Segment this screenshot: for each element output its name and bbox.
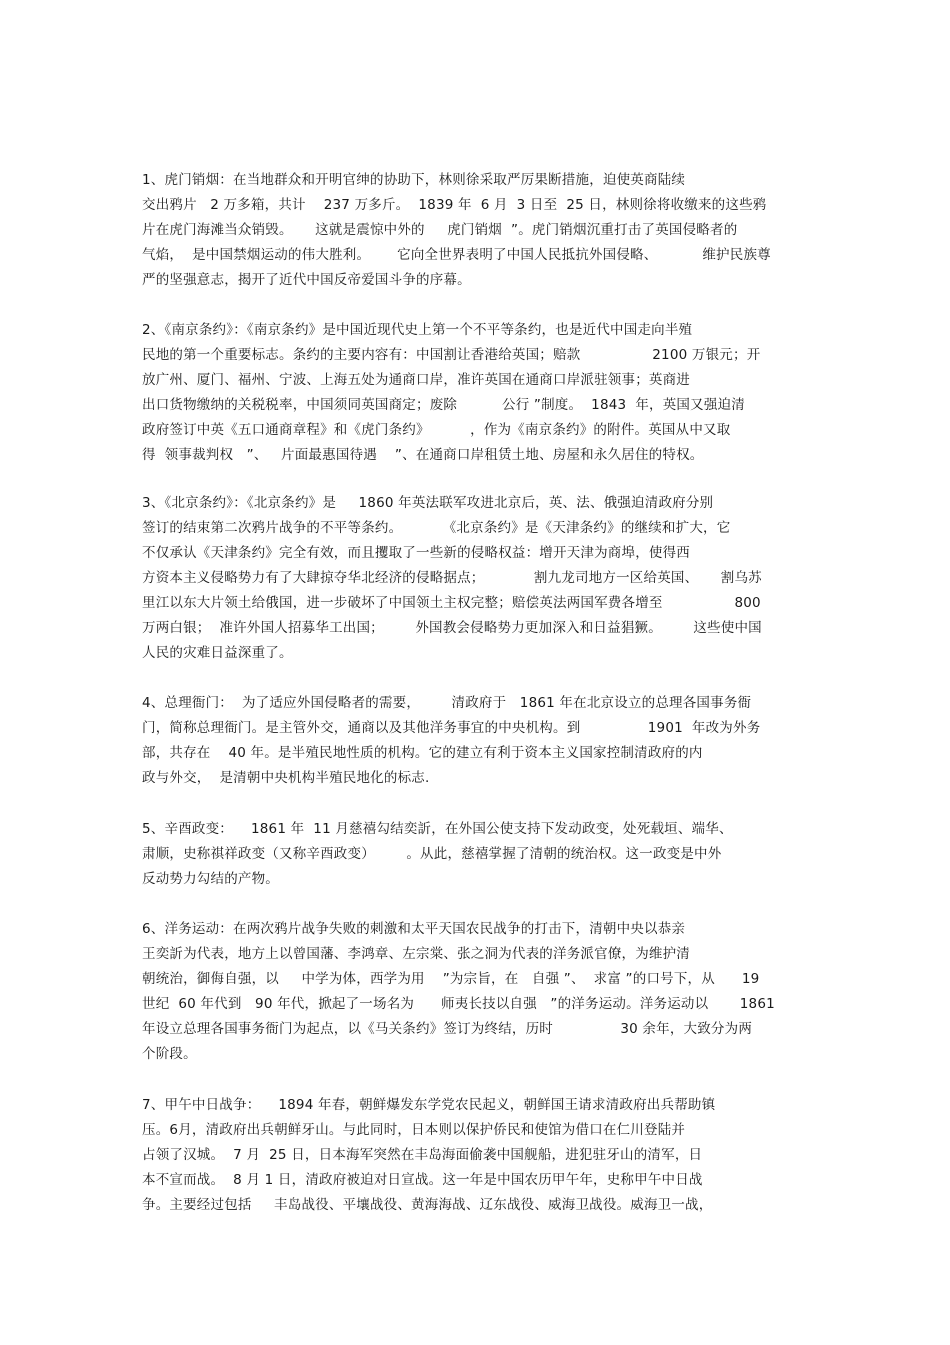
text-line: 不仅承认《天津条约》完全有效，而且攫取了一些新的侵略权益：增开天津为商埠，使得西: [142, 545, 690, 561]
paragraph-zongli-yamen: [142, 691, 822, 791]
paragraph-treaty-of-nanking: [142, 318, 822, 468]
text-line: 政府签订中英《五口通商章程》和《虎门条约》 ，作为《南京条约》的附件。英国从中又取: [142, 422, 731, 438]
text-line: 6、洋务运动：在两次鸦片战争失败的刺激和太平天国农民战争的打击下，清朝中央以恭亲: [142, 921, 686, 937]
text-line: 得 领事裁判权 ”、 片面最惠国待遇 ”、在通商口岸租赁土地、房屋和永久居住的特权。: [142, 447, 704, 463]
text-line: 肃顺，史称祺祥政变（又称辛酉政变） 。从此，慈禧掌握了清朝的统治权。这一政变是中外: [142, 846, 722, 862]
text-line: 反动势力勾结的产物。: [142, 871, 279, 887]
paragraph-self-strengthening-movement: [142, 917, 822, 1067]
text-line: 民地的第一个重要标志。条约的主要内容有：中国割让香港给英国；赔款 2100 万银元；开: [142, 347, 761, 363]
text-line: 里江以东大片领土给俄国，进一步破坏了中国领土主权完整；赔偿英法两国军费各增至 800: [142, 595, 761, 611]
text-line: 争。主要经过包括 丰岛战役、平壤战役、黄海海战、辽东战役、威海卫战役。威海卫一战，: [142, 1197, 713, 1213]
text-line: 朝统治，御侮自强，以 中学为体，西学为用 ”为宗旨，在 自强 ”、 求富 ”的口号下，从 19: [142, 971, 760, 987]
paragraph-convention-of-peking: [142, 491, 822, 666]
text-line: 万两白银； 准许外国人招募华工出国； 外国教会侵略势力更加深入和日益猖獗。 这些使中国: [142, 620, 762, 636]
text-line: 年设立总理各国事务衙门为起点，以《马关条约》签订为终结，历时 30 余年，大致分为两: [142, 1021, 753, 1037]
text-line: 交出鸦片 2 万多箱，共计 237 万多斤。 1839 年 6 月 3 日至 25 日，林则徐将收缴来的这些鸦: [142, 197, 767, 213]
paragraph-first-sino-japanese-war: [142, 1093, 822, 1218]
text-line: 5、辛酉政变： 1861 年 11 月慈禧勾结奕訢，在外国公使支持下发动政变，处死载垣、端华、: [142, 821, 733, 837]
text-line: 本不宣而战。 8 月 1 日，清政府被迫对日宣战。这一年是中国农历甲午年，史称甲午中日战: [142, 1172, 703, 1188]
text-line: 出口货物缴纳的关税税率，中国须同英国商定；废除 公行 ”制度。 1843 年，英国又强迫清: [142, 397, 745, 413]
text-line: 3、《北京条约》：《北京条约》是 1860 年英法联军攻进北京后，英、法、俄强迫清政府分别: [142, 495, 714, 511]
text-line: 世纪 60 年代到 90 年代，掀起了一场名为 师夷长技以自强 ”的洋务运动。洋务运动以 1861: [142, 996, 775, 1012]
text-line: 门，简称总理衙门。是主管外交，通商以及其他洋务事宜的中央机构。到 1901 年改为外务: [142, 720, 761, 736]
text-line: 压。6月，清政府出兵朝鲜牙山。与此同时，日本则以保护侨民和使馆为借口在仁川登陆并: [142, 1122, 686, 1138]
text-line: 气焰， 是中国禁烟运动的伟大胜利。 它向全世界表明了中国人民抵抗外国侵略、 维护民族尊: [142, 247, 771, 263]
text-line: 放广州、厦门、福州、宁波、上海五处为通商口岸，准许英国在通商口岸派驻领事；英商进: [142, 372, 690, 388]
text-line: 王奕訢为代表，地方上以曾国藩、李鸿章、左宗棠、张之洞为代表的洋务派官僚，为维护清: [142, 946, 690, 962]
text-line: 政与外交， 是清朝中央机构半殖民地化的标志.: [142, 770, 430, 786]
text-line: 方资本主义侵略势力有了大肆掠夺华北经济的侵略据点； 割九龙司地方一区给英国、 割乌苏: [142, 570, 762, 586]
paragraph-xinyou-coup: [142, 817, 822, 892]
paragraph-humen-opium-destruction: [142, 168, 822, 293]
text-line: 4、总理衙门： 为了适应外国侵略者的需要， 清政府于 1861 年在北京设立的总理各国事务衙: [142, 695, 752, 711]
text-line: 1、虎门销烟：在当地群众和开明官绅的协助下，林则徐采取严厉果断措施，迫使英商陆续: [142, 172, 686, 188]
text-line: 部，共存在 40 年。是半殖民地性质的机构。它的建立有利于资本主义国家控制清政府的内: [142, 745, 703, 761]
text-line: 2、《南京条约》：《南京条约》是中国近现代史上第一个不平等条约，也是近代中国走向半殖: [142, 322, 693, 338]
text-line: 7、甲午中日战争： 1894 年春，朝鲜爆发东学党农民起义，朝鲜国王请求清政府出兵帮助镇: [142, 1097, 716, 1113]
text-line: 占领了汉城。 7 月 25 日，日本海军突然在丰岛海面偷袭中国舰船，进犯驻牙山的清军，日: [142, 1147, 703, 1163]
text-line: 严的坚强意志，揭开了近代中国反帝爱国斗争的序幕。: [142, 272, 471, 288]
text-line: 个阶段。: [142, 1046, 197, 1062]
text-line: 签订的结束第二次鸦片战争的不平等条约。 《北京条约》是《天津条约》的继续和扩大，它: [142, 520, 731, 536]
text-line: 人民的灾难日益深重了。: [142, 645, 293, 661]
text-line: 片在虎门海滩当众销毁。 这就是震惊中外的 虎门销烟 ”。虎门销烟沉重打击了英国侵略者的: [142, 222, 738, 238]
